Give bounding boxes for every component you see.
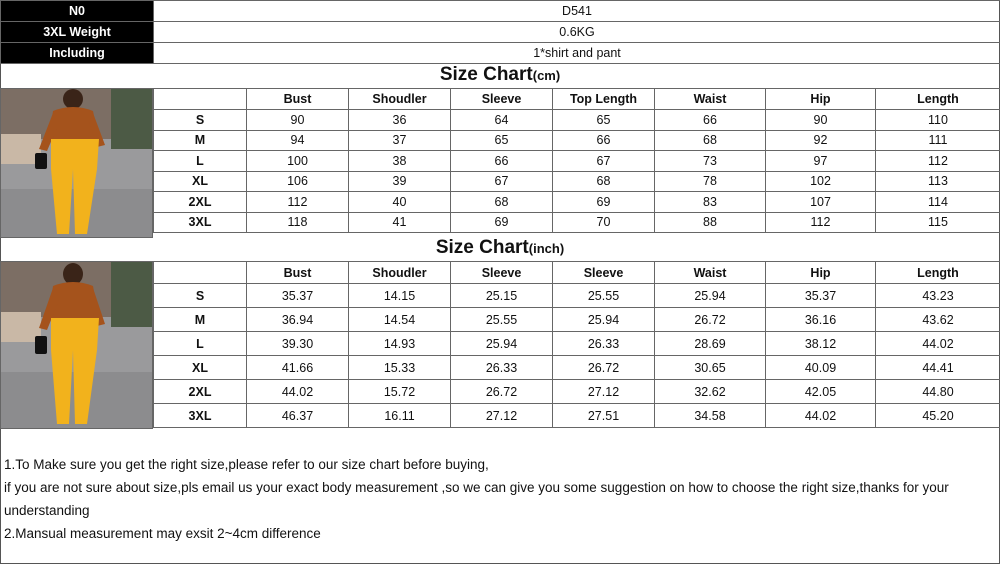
table-cell: 43.62 [876, 308, 1000, 332]
table-cell: 35.37 [766, 284, 876, 308]
size-chart-cm-title-text: Size Chart [439, 64, 533, 85]
column-header: Waist [655, 89, 766, 110]
model-photo-illustration [1, 262, 153, 429]
table-cell: 36.16 [766, 308, 876, 332]
size-chart-inch-title-text: Size Chart [435, 237, 529, 258]
table-row [154, 192, 1000, 213]
table-cell: 67 [451, 171, 553, 192]
size-label: L [154, 332, 247, 356]
column-header: Sleeve [451, 89, 553, 110]
size-table-cm [153, 88, 1000, 233]
corner-cell [154, 262, 247, 284]
measurement-notes [4, 453, 994, 545]
table-cell: 46.37 [247, 404, 349, 428]
table-cell: 27.12 [451, 404, 553, 428]
size-label: 3XL [154, 404, 247, 428]
table-cell: 41 [349, 212, 451, 233]
table-row [154, 332, 1000, 356]
size-chart-cm-title [0, 64, 1000, 86]
column-header: Bust [247, 89, 349, 110]
table-cell: 94 [247, 130, 349, 151]
table-row [154, 356, 1000, 380]
note-line: if you are not sure about size,pls email us your exact body measurement ,so we can give you some suggestion on how to choose the right size,thanks for your understanding [4, 480, 949, 518]
table-cell: 114 [876, 192, 1000, 213]
table-cell: 100 [247, 151, 349, 172]
note-line: 1.To Make sure you get the right size,please refer to our size chart before buying, [4, 457, 489, 472]
table-cell: 45.20 [876, 404, 1000, 428]
info-label-weight: 3XL Weight [1, 22, 154, 43]
table-cell: 44.41 [876, 356, 1000, 380]
column-header: Shoudler [349, 89, 451, 110]
product-photo-inch [0, 261, 153, 429]
table-cell: 68 [451, 192, 553, 213]
table-cell: 26.72 [655, 308, 766, 332]
table-row [154, 212, 1000, 233]
table-cell: 40 [349, 192, 451, 213]
table-cell: 66 [655, 110, 766, 131]
product-info-table [0, 0, 1000, 64]
table-row [154, 308, 1000, 332]
table-cell: 39 [349, 171, 451, 192]
size-label: XL [154, 356, 247, 380]
size-table-cm-header-row [154, 89, 1000, 110]
table-cell: 44.80 [876, 380, 1000, 404]
table-cell: 70 [553, 212, 655, 233]
table-cell: 106 [247, 171, 349, 192]
table-cell: 69 [553, 192, 655, 213]
corner-cell [154, 89, 247, 110]
column-header: Length [876, 89, 1000, 110]
table-cell: 40.09 [766, 356, 876, 380]
column-header: Hip [766, 262, 876, 284]
size-chart-inch-title [0, 237, 1000, 259]
table-cell: 30.65 [655, 356, 766, 380]
table-cell: 107 [766, 192, 876, 213]
table-row [154, 130, 1000, 151]
column-header: Waist [655, 262, 766, 284]
size-label: S [154, 284, 247, 308]
table-cell: 118 [247, 212, 349, 233]
table-cell: 69 [451, 212, 553, 233]
table-cell: 36 [349, 110, 451, 131]
table-cell: 65 [451, 130, 553, 151]
size-label: M [154, 130, 247, 151]
size-table-inch-header-row [154, 262, 1000, 284]
size-label: 2XL [154, 380, 247, 404]
table-cell: 41.66 [247, 356, 349, 380]
column-header: Sleeve [451, 262, 553, 284]
table-cell: 90 [247, 110, 349, 131]
table-cell: 15.33 [349, 356, 451, 380]
table-cell: 25.94 [451, 332, 553, 356]
product-photo-cm [0, 88, 153, 238]
table-cell: 26.33 [451, 356, 553, 380]
table-row [154, 151, 1000, 172]
table-cell: 115 [876, 212, 1000, 233]
table-cell: 102 [766, 171, 876, 192]
table-cell: 44.02 [247, 380, 349, 404]
table-cell: 92 [766, 130, 876, 151]
table-cell: 78 [655, 171, 766, 192]
size-label: L [154, 151, 247, 172]
table-cell: 112 [876, 151, 1000, 172]
size-label: M [154, 308, 247, 332]
info-value-no: D541 [154, 1, 1000, 22]
table-cell: 26.72 [553, 356, 655, 380]
table-cell: 110 [876, 110, 1000, 131]
table-cell: 44.02 [876, 332, 1000, 356]
info-value-weight: 0.6KG [154, 22, 1000, 43]
table-cell: 25.94 [553, 308, 655, 332]
table-cell: 14.15 [349, 284, 451, 308]
table-cell: 15.72 [349, 380, 451, 404]
size-label: 3XL [154, 212, 247, 233]
note-line: 2.Mansual measurement may exsit 2~4cm difference [4, 526, 321, 541]
table-row [154, 404, 1000, 428]
table-cell: 64 [451, 110, 553, 131]
info-value-including: 1*shirt and pant [154, 43, 1000, 64]
column-header: Top Length [553, 89, 655, 110]
table-cell: 67 [553, 151, 655, 172]
table-cell: 26.33 [553, 332, 655, 356]
table-cell: 111 [876, 130, 1000, 151]
column-header: Shoudler [349, 262, 451, 284]
info-label-no: N0 [1, 1, 154, 22]
table-cell: 66 [451, 151, 553, 172]
table-cell: 88 [655, 212, 766, 233]
size-chart-inch-unit: (inch) [528, 241, 565, 256]
table-cell: 39.30 [247, 332, 349, 356]
table-cell: 44.02 [766, 404, 876, 428]
table-cell: 36.94 [247, 308, 349, 332]
table-cell: 38.12 [766, 332, 876, 356]
table-cell: 35.37 [247, 284, 349, 308]
table-cell: 90 [766, 110, 876, 131]
table-cell: 25.94 [655, 284, 766, 308]
size-label: 2XL [154, 192, 247, 213]
size-label: XL [154, 171, 247, 192]
table-cell: 73 [655, 151, 766, 172]
column-header: Sleeve [553, 262, 655, 284]
table-cell: 25.55 [451, 308, 553, 332]
size-table-inch [153, 261, 1000, 428]
table-cell: 25.55 [553, 284, 655, 308]
table-cell: 112 [766, 212, 876, 233]
column-header: Hip [766, 89, 876, 110]
size-label: S [154, 110, 247, 131]
info-label-including: Including [1, 43, 154, 64]
table-cell: 34.58 [655, 404, 766, 428]
table-cell: 112 [247, 192, 349, 213]
table-cell: 14.93 [349, 332, 451, 356]
table-cell: 27.51 [553, 404, 655, 428]
table-cell: 68 [553, 171, 655, 192]
column-header: Length [876, 262, 1000, 284]
table-row [154, 380, 1000, 404]
table-row [154, 171, 1000, 192]
table-cell: 32.62 [655, 380, 766, 404]
table-cell: 26.72 [451, 380, 553, 404]
table-cell: 68 [655, 130, 766, 151]
size-chart-cm-unit: (cm) [532, 68, 561, 83]
table-row [154, 284, 1000, 308]
table-cell: 16.11 [349, 404, 451, 428]
table-cell: 43.23 [876, 284, 1000, 308]
table-row [154, 110, 1000, 131]
table-cell: 27.12 [553, 380, 655, 404]
table-cell: 28.69 [655, 332, 766, 356]
table-cell: 97 [766, 151, 876, 172]
table-cell: 66 [553, 130, 655, 151]
table-cell: 42.05 [766, 380, 876, 404]
table-cell: 38 [349, 151, 451, 172]
table-cell: 37 [349, 130, 451, 151]
table-cell: 14.54 [349, 308, 451, 332]
table-cell: 113 [876, 171, 1000, 192]
table-cell: 83 [655, 192, 766, 213]
table-cell: 65 [553, 110, 655, 131]
model-photo-illustration [1, 89, 153, 238]
column-header: Bust [247, 262, 349, 284]
table-cell: 25.15 [451, 284, 553, 308]
